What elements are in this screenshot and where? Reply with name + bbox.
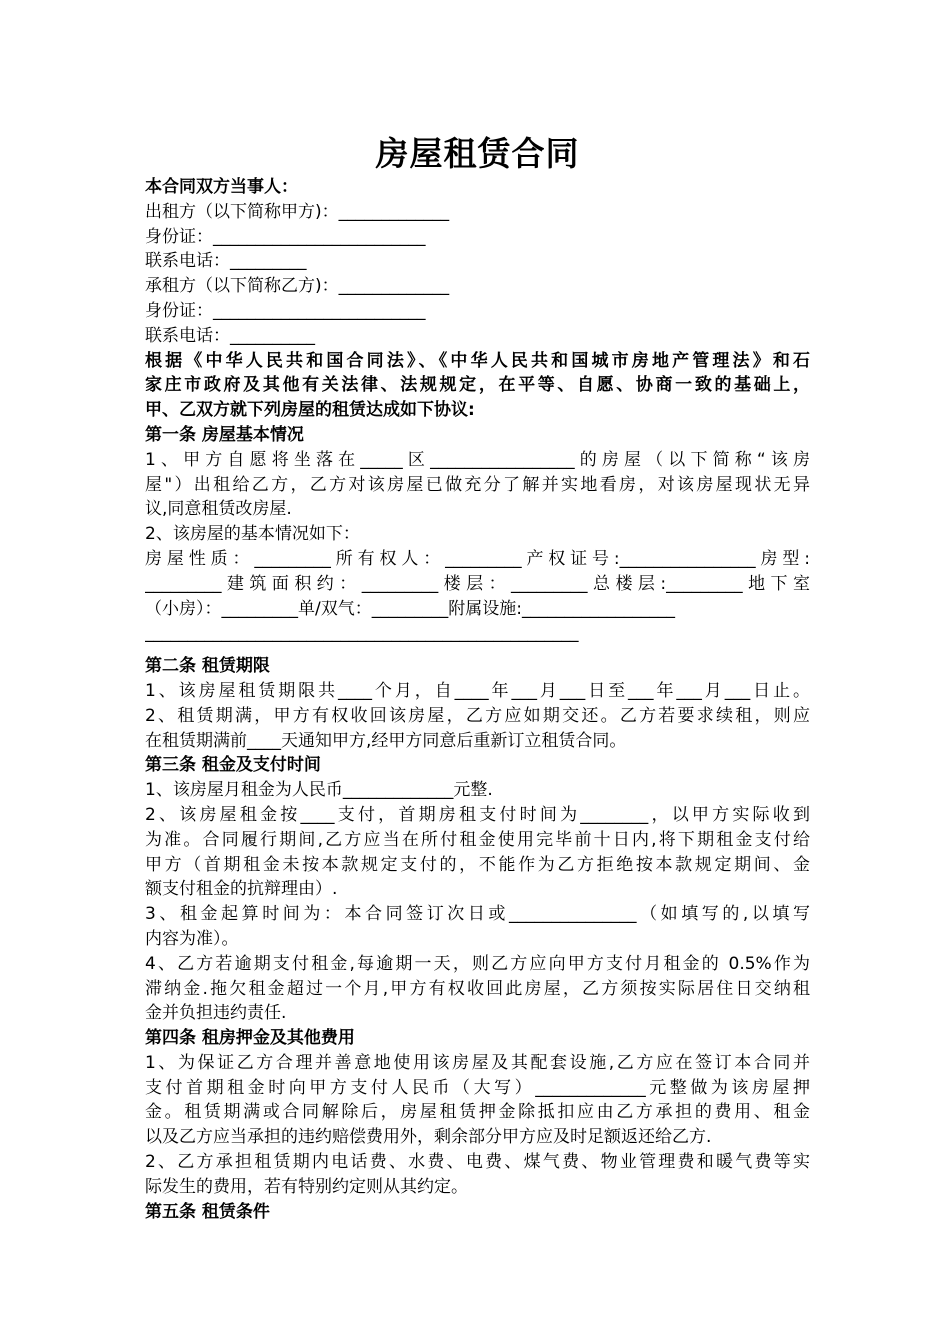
text-line: 金。租赁期满或合同解除后，房屋租赁押金除抵扣应由乙方承担的费用、租金 [145,1102,810,1123]
text-line: 联系电话：_________ [145,251,307,272]
text-line: 2、该房屋租金按____支付，首期房租支付时间为________，以甲方实际收到 [145,804,810,825]
text-line: 在租赁期满前____天通知甲方,经甲方同意后重新订立租赁合同。 [145,730,627,751]
text-line: 2、该房屋的基本情况如下： [145,524,360,545]
text-line: 1、该房屋租赁期限共____个月，自____年___月___日至___年___月___日止。 [145,680,810,701]
section-heading-line: 根据《中华人民共和国合同法》、《中华人民共和国城市房地产管理法》和石 [145,350,810,371]
text-line: 内容为准）。 [145,928,239,949]
text-line: 为准。合同履行期间,乙方应当在所付租金使用完毕前十日内,将下期租金支付给 [145,829,810,850]
text-line: 甲方（首期租金未按本款规定支付的，不能作为乙方拒绝按本款规定期间、金 [145,854,810,875]
text-line: 身份证：_________________________ [145,226,426,247]
text-line: 额支付租金的抗辩理由）. [145,879,338,900]
section-heading-line: 第五条 租赁条件 [145,1201,270,1222]
text-line: ___________________________________________________ [145,623,579,644]
text-line: 金并负担违约责任. [145,1003,287,1024]
text-line: 1、甲方自愿将坐落在_____区_________________的房屋（以下简称“该房 [145,449,810,470]
text-line: （小房）：_________单/双气：_________附属设施:__________________ [145,598,675,619]
text-line: 1、为保证乙方合理并善意地使用该房屋及其配套设施,乙方应在签订本合同并 [145,1052,810,1073]
spacer [145,646,810,654]
section-heading-line: 第二条 租赁期限 [145,656,270,677]
text-line: 房屋性质：_________所有权人：_________产权证号:________________房型: [145,548,810,569]
text-line: _________建筑面积约：_________楼层：_________总楼层:_________地下室 [145,573,810,594]
text-line: 屋"）出租给乙方，乙方对该房屋已做充分了解并实地看房，对该房屋现状无异 [145,474,810,495]
text-line: 承租方（以下简称乙方)：_____________ [145,276,450,297]
text-line: 联系电话：__________ [145,325,315,346]
section-heading-line: 第三条 租金及支付时间 [145,755,321,776]
text-line: 议,同意租赁改房屋. [145,499,292,520]
text-line: 出租方（以下简称甲方)：_____________ [145,201,450,222]
text-line: 支付首期租金时向甲方支付人民币（大写）_____________元整做为该房屋押 [145,1077,810,1098]
section-heading-line: 本合同双方当事人： [145,177,298,197]
text-line: 以及乙方应当承担的违约赔偿费用外，剩余部分甲方应及时足额返还给乙方. [145,1127,712,1148]
text-line: 滞纳金.拖欠租金超过一个月,甲方有权收回此房屋，乙方须按实际居住日交纳租 [145,978,810,999]
section-heading-line: 甲、乙双方就下列房屋的租赁达成如下协议: [145,400,475,421]
document-body [145,175,810,1224]
text-line: 2、乙方承担租赁期内电话费、水费、电费、煤气费、物业管理费和暖气费等实 [145,1152,810,1173]
text-line: 2、租赁期满，甲方有权收回该房屋，乙方应如期交还。乙方若要求续租，则应 [145,705,810,726]
text-line: 际发生的费用，若有特别约定则从其约定。 [145,1176,468,1197]
text-line: 4、乙方若逾期支付租金,每逾期一天，则乙方应向甲方支付月租金的 0.5%作为 [145,953,810,974]
text-line: 1、该房屋月租金为人民币_____________元整. [145,780,493,801]
section-heading-line: 第四条 租房押金及其他费用 [145,1028,355,1049]
section-heading-line: 家庄市政府及其他有关法律、法规规定，在平等、自愿、协商一致的基础上， [145,375,810,396]
section-heading-line: 第一条 房屋基本情况 [145,424,304,445]
document-title: 房屋租赁合同 [375,134,580,173]
text-line: 身份证：_________________________ [145,300,426,321]
text-line: 3、租金起算时间为：本合同签订次日或_______________（如填写的,以填写 [145,904,810,925]
